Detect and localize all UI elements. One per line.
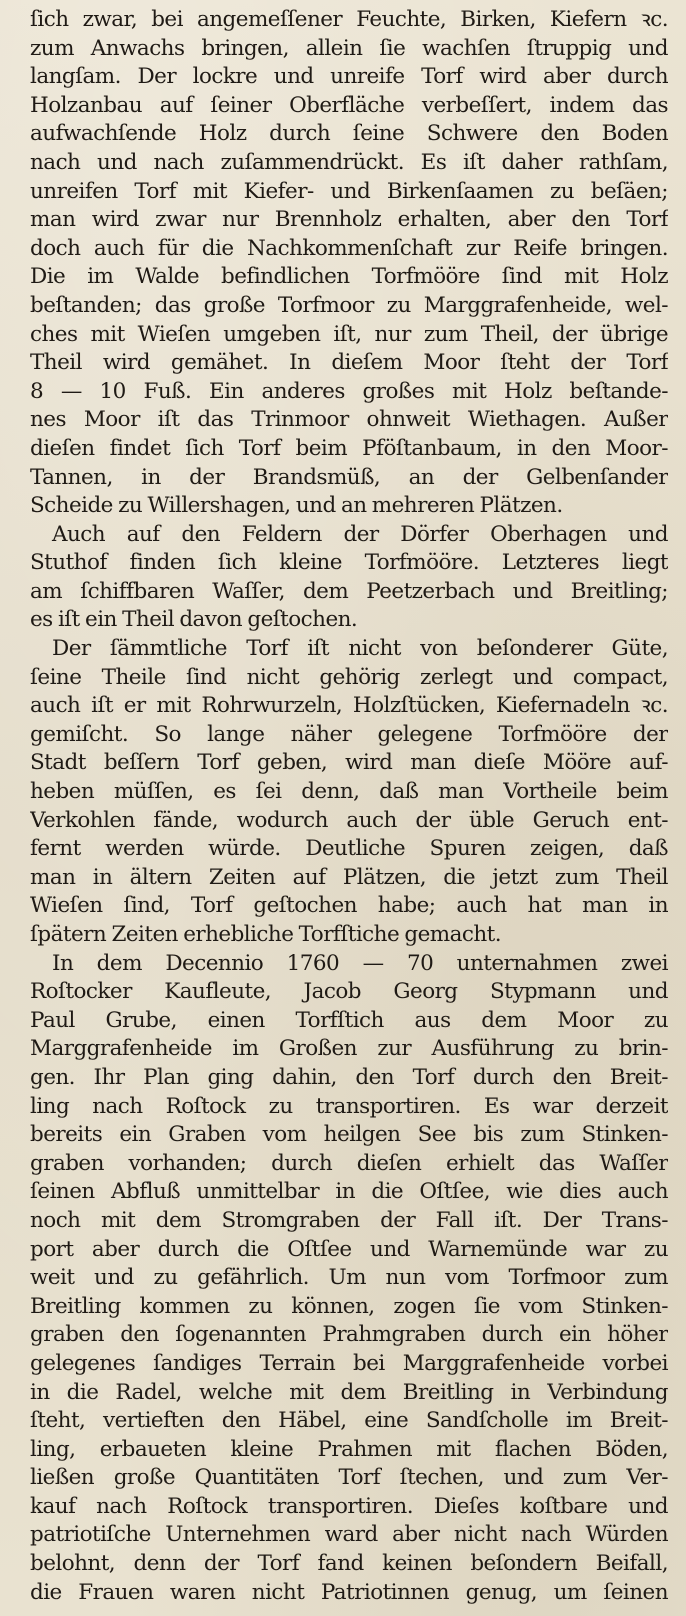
text-line: Paul Grube, einen Torfſtich aus dem Moor zu xyxy=(30,1007,668,1033)
text-line: es iſt ein Theil davon geſtochen. xyxy=(30,607,358,633)
text-line: man wird zwar nur Brennholz erhalten, aber den Torf xyxy=(30,207,668,233)
text-line: am ſchiffbaren Waſſer, dem Peetzerbach und Breitling; xyxy=(30,578,668,604)
text-line: beſtanden; das große Torfmoor zu Marggrafenheide, wel- xyxy=(30,292,668,318)
text-line: fernt werden würde. Deutliche Spuren zeigen, daß xyxy=(30,836,668,862)
text-line: ſpätern Zeiten erhebliche Torfſtiche gemacht. xyxy=(30,922,502,947)
text-line: kauf nach Roſtock transportiren. Dieſes koſtbare und xyxy=(30,1493,668,1519)
text-line: auch iſt er mit Rohrwurzeln, Holzſtücken, Kiefernadeln ꝛc. xyxy=(30,693,668,719)
text-line: Tannen, in der Brandsmüß, an der Gelbenſander xyxy=(30,464,668,490)
text-line: die Frauen waren nicht Patriotinnen genug, um ſeinen xyxy=(30,1579,668,1605)
text-line: Die im Walde befindlichen Torfmööre ſind mit Holz xyxy=(30,264,668,290)
text-line: ling, erbaueten kleine Prahmen mit flachen Böden, xyxy=(30,1436,668,1462)
text-line: noch mit dem Stromgraben der Fall iſt. Der Trans- xyxy=(30,1207,668,1233)
text-line: nach und nach zuſammendrückt. Es iſt daher rathſam, xyxy=(30,149,668,175)
text-line: ches mit Wieſen umgeben iſt, nur zum Theil, der übrige xyxy=(30,321,668,347)
text-line: ſteht, vertieften den Häbel, eine Sandſcholle im Breit- xyxy=(30,1408,668,1434)
text-line: belohnt, denn der Torf fand keinen beſondern Beifall, xyxy=(30,1551,668,1577)
text-line: port aber durch die Oſtſee und Warnemünde war zu xyxy=(30,1236,668,1262)
text-line: gemiſcht. So lange näher gelegene Torfmööre der xyxy=(30,721,668,747)
text-line: graben den ſogenannten Prahmgraben durch ein höher xyxy=(30,1322,668,1348)
text-line: gen. Ihr Plan ging dahin, den Torf durch den Breit- xyxy=(30,1064,668,1090)
text-line: langſam. Der lockre und unreife Torf wird aber durch xyxy=(30,64,668,90)
text-line: man in ältern Zeiten auf Plätzen, die jetzt zum Theil xyxy=(30,864,668,890)
text-line: Breitling kommen zu können, zogen ſie vom Stinken- xyxy=(30,1293,668,1319)
text-line: unreifen Torf mit Kiefer- und Birkenſaamen zu beſäen; xyxy=(30,178,668,204)
text-line: Stuthof finden ſich kleine Torfmööre. Letzteres liegt xyxy=(30,550,668,576)
text-line: Stadt beſſern Torf geben, wird man dieſe Mööre auf- xyxy=(30,750,668,776)
paragraph-start-line: In dem Decennio 1760 — 70 unternahmen zwei xyxy=(52,950,668,976)
text-line: bereits ein Graben vom heilgen See bis zum Stinken- xyxy=(30,1122,668,1148)
text-line: graben vorhanden; durch dieſen erhielt das Waſſer xyxy=(30,1150,668,1176)
text-line: Wieſen ſind, Torf geſtochen habe; auch hat man in xyxy=(30,893,668,919)
text-line: aufwachſende Holz durch ſeine Schwere den Boden xyxy=(30,121,668,147)
text-line: weit und zu gefährlich. Um nun vom Torfmoor zum xyxy=(30,1265,668,1291)
paragraph-start-line: Der ſämmtliche Torf iſt nicht von beſonderer Güte, xyxy=(52,636,668,662)
text-line: Verkohlen fände, wodurch auch der üble Geruch ent- xyxy=(30,807,668,833)
text-line: patriotiſche Unternehmen ward aber nicht nach Würden xyxy=(30,1522,668,1548)
text-line: doch auch für die Nachkommenſchaft zur Reife bringen. xyxy=(30,235,668,261)
text-line: Marggrafenheide im Großen zur Ausführung zu brin- xyxy=(30,1036,668,1062)
text-line: 8 — 10 Fuß. Ein anderes großes mit Holz beſtande- xyxy=(30,378,668,404)
text-line: gelegenes ſandiges Terrain bei Marggrafenheide vorbei xyxy=(30,1350,668,1376)
text-line: ſeine Theile ſind nicht gehörig zerlegt und compact, xyxy=(30,664,668,690)
text-line: ließen große Quantitäten Torf ſtechen, und zum Ver- xyxy=(30,1465,668,1491)
text-line: Scheide zu Willershagen, und an mehreren Plätzen. xyxy=(30,493,563,519)
text-line: ſeinen Abfluß unmittelbar in die Oſtſee, wie dies auch xyxy=(30,1179,668,1205)
text-line: in die Radel, welche mit dem Breitling in Verbindung xyxy=(30,1379,668,1405)
paragraph-start-line: Auch auf den Feldern der Dörfer Oberhagen und xyxy=(52,521,668,547)
text-line: Theil wird gemähet. In dieſem Moor ſteht der Torf xyxy=(30,350,668,376)
text-line: dieſen findet ſich Torf beim Pföſtanbaum, in den Moor- xyxy=(30,435,668,461)
text-line: ſich zwar, bei angemeſſener Feuchte, Birken, Kiefern ꝛc. xyxy=(30,7,668,32)
text-line: ling nach Roſtock zu transportiren. Es war derzeit xyxy=(30,1093,668,1119)
text-line: zum Anwachs bringen, allein ſie wachſen ſtruppig und xyxy=(30,35,668,61)
text-line: heben müſſen, es ſei denn, daß man Vortheile beim xyxy=(30,779,668,805)
text-line: nes Moor iſt das Trinmoor ohnweit Wiethagen. Außer xyxy=(30,407,668,433)
text-line: Holzanbau auf ſeiner Oberfläche verbeſſert, indem das xyxy=(30,92,668,118)
text-line: Roſtocker Kaufleute, Jacob Georg Stypmann und xyxy=(30,979,668,1005)
